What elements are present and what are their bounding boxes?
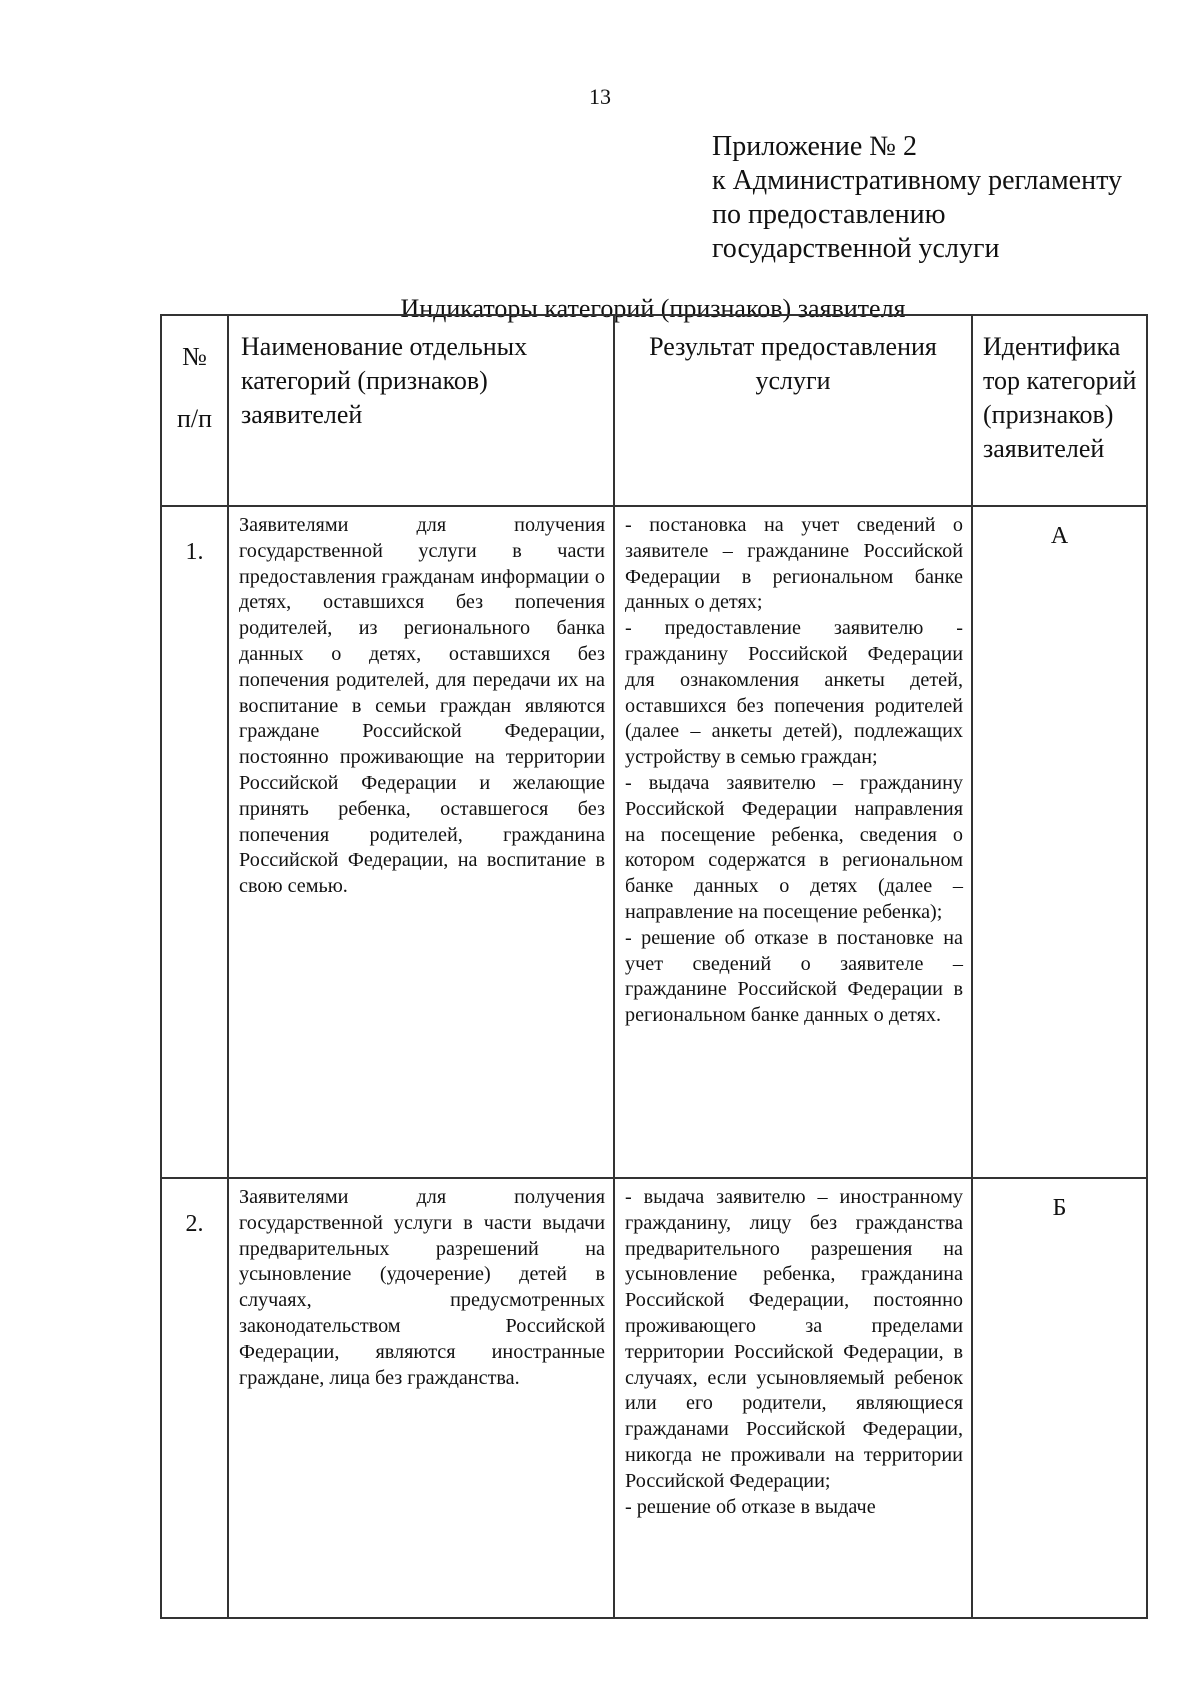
document-title: Индикаторы категорий (признаков) заявителя xyxy=(400,294,906,323)
row-identifier: Б xyxy=(972,1178,1147,1618)
row-number: 2. xyxy=(161,1178,228,1618)
table-row xyxy=(161,506,1147,1178)
category-text: Заявителями для получения государственной услуги в части предоставления гражданам информации о детях, оставшихся без попечения родителей, из регионального банка данных о детях, оставшихся без попечения родителей, для передачи их на воспитание в семьи граждан являются граждане Российской Федерации, постоянно проживающие на территории Российской Федерации и желающие принять ребенка, оставшегося без попечения родителей, гражданина Российской Федерации, на воспитание в свою семью. xyxy=(239,514,605,898)
row-number: 1. xyxy=(161,506,228,1178)
header-result: Результат предоставления услуги xyxy=(614,315,972,506)
table-row xyxy=(161,1178,1147,1618)
row-identifier: А xyxy=(972,506,1147,1178)
header-number-abbr: п/п xyxy=(176,404,213,433)
appendix-line: по предоставлению xyxy=(712,199,946,230)
appendix-line: Приложение № 2 xyxy=(712,131,917,162)
result-item: - решение об отказе в постановке на учет сведений о заявителе – гражданине Российской Федерации в региональном банке данных о детях. xyxy=(625,926,963,1027)
row-results xyxy=(614,1178,972,1618)
page-number: 13 xyxy=(589,84,611,109)
header-identifier: Идентифика тор категорий (признаков) заявителей xyxy=(972,315,1147,506)
indicators-table xyxy=(160,314,1148,1619)
category-text: Заявителями для получения государственной услуги в части выдачи предварительных разрешений на усыновление (удочерение) детей в случаях, предусмотренных законодательством Российской Федерации, являются иностранные граждане, лица без гражданства. xyxy=(239,1186,605,1389)
result-item: - выдача заявителю – гражданину Российской Федерации направления на посещение ребенка, сведения о котором содержатся в региональном банке данных о детях (далее – направление на посещение ребенка); xyxy=(625,771,963,923)
row-category xyxy=(228,506,614,1178)
header-number xyxy=(161,315,228,506)
row-results xyxy=(614,506,972,1178)
appendix-note xyxy=(712,130,1122,266)
result-item: - предоставление заявителю - гражданину Российской Федерации для ознакомления анкеты детей, оставшихся без попечения родителей (далее – анкеты детей), подлежащих устройству в семью граждан; xyxy=(625,617,963,769)
header-category: Наименование отдельных категорий (признаков) заявителей xyxy=(228,315,614,506)
appendix-line: к Административному регламенту xyxy=(712,165,1122,196)
result-item: - выдача заявителю – иностранному гражданину, лицу без гражданства предварительного разрешения на усыновление ребенка, гражданина Российской Федерации, постоянно проживающего за пределами территории Российской Федерации, в случаях, если усыновляемый ребенок или его родители, являющиеся гражданами Российской Федерации, никогда не проживали на территории Российской Федерации; xyxy=(625,1186,963,1492)
table-header-row xyxy=(161,315,1147,506)
result-item: - постановка на учет сведений о заявителе – гражданине Российской Федерации в региональном банке данных о детях; xyxy=(625,514,963,614)
header-number-sign: № xyxy=(182,342,207,371)
row-category xyxy=(228,1178,614,1618)
appendix-line: государственной услуги xyxy=(712,233,1000,264)
result-item: - решение об отказе в выдаче xyxy=(625,1495,876,1518)
